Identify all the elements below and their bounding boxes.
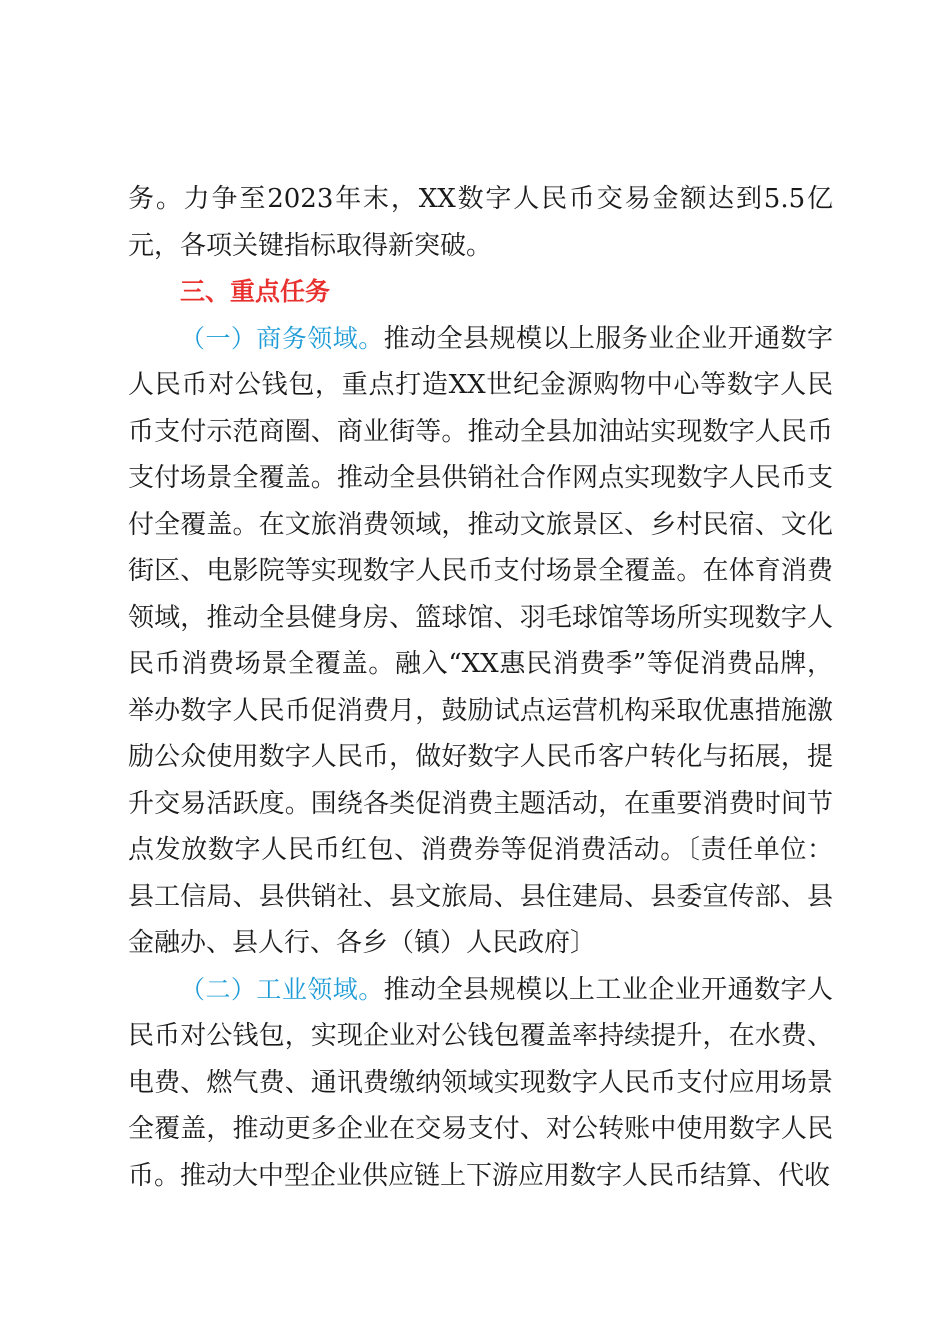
commerce-heading: （一）商务领域。 xyxy=(180,323,384,353)
document-body xyxy=(128,176,833,1199)
commerce-body: 推动全县规模以上服务业企业开通数字人民币对公钱包，重点打造XX世纪金源购物中心等数字人民币支付示范商圈、商业街等。推动全县加油站实现数字人民币支付场景全覆盖。推动全县供销社合作网点实现数字人民币支付全覆盖。在文旅消费领域，推动文旅景区、乡村民宿、文化街区、电影院等实现数字人民币支付场景全覆盖。在体育消费领域，推动全县健身房、篮球馆、羽毛球馆等场所实现数字人民币消费场景全覆盖。融入“XX惠民消费季”等促消费品牌，举办数字人民币促消费月，鼓励试点运营机构采取优惠措施激励公众使用数字人民币，做好数字人民币客户转化与拓展，提升交易活跃度。围绕各类促消费主题活动，在重要消费时间节点发放数字人民币红包、消费券等促消费活动。〔责任单位：县工信局、县供销社、县文旅局、县住建局、县委宣传部、县金融办、县人行、各乡（镇）人民政府〕 xyxy=(128,323,833,958)
industry-body: 推动全县规模以上工业企业开通数字人民币对公钱包，实现企业对公钱包覆盖率持续提升，在水费、电费、燃气费、通讯费缴纳领域实现数字人民币支付应用场景全覆盖，推动更多企业在交易支付、对公转账中使用数字人民币。推动大中型企业供应链上下游应用数字人民币结算、代收 xyxy=(128,974,833,1191)
industry-paragraph xyxy=(128,967,833,1200)
commerce-paragraph xyxy=(128,316,833,967)
continuation-paragraph: 务。力争至2023年末，XX数字人民币交易金额达到5.5亿元，各项关键指标取得新突破。 xyxy=(128,184,833,261)
industry-heading: （二）工业领域。 xyxy=(180,974,384,1004)
section-heading: 三、重点任务 xyxy=(180,277,331,306)
